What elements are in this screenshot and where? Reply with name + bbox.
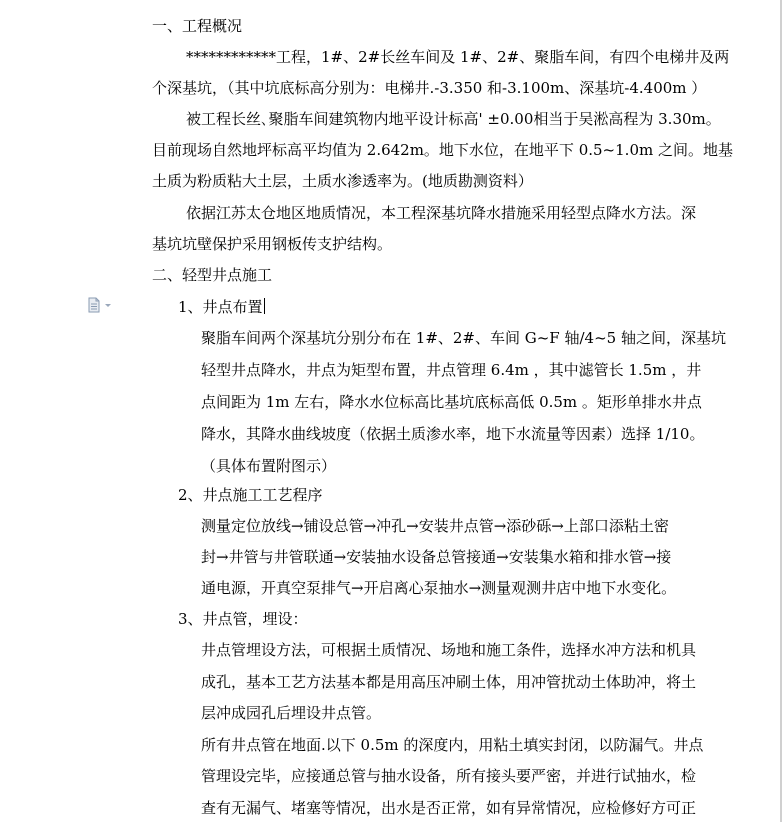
paragraph-line: 管理设完毕，应接通总管与抽水设备，所有接头要严密，并进行试抽水，检 (201, 767, 697, 785)
paragraph-line: 降水，其降水曲线坡度（依据土质渗水率，地下水流量等因素）选择 1/10。 (201, 425, 705, 443)
paragraph-line: 土质为粉质粘大土层，土质水渗透率为。(地质勘测资料） (152, 172, 533, 190)
paragraph-line: 基坑坑壁保护采用钢板传支护结构。 (152, 235, 393, 253)
paragraph-line: 通电源，开真空泵排气→开启离心泵抽水→测量观测井店中地下水变化。 (201, 579, 677, 597)
paragraph-line: 测量定位放线→铺设总管→冲孔→安装井点管→添砂砾→上部口添粘土密 (201, 517, 669, 535)
section-heading-wellpoint: 二、轻型井点施工 (152, 266, 273, 284)
text-cursor (264, 298, 265, 314)
paragraph-line: ************工程，1#、2#长丝车间及 1#、2#、聚脂车间，有四个电梯井及两 (186, 48, 730, 66)
paragraph-line: 被工程长丝､聚脂车间建筑物内地平设计标高' ±0.00相当于吴淞高程为 3.30m。 (186, 110, 721, 128)
document-icon[interactable] (88, 297, 114, 313)
paragraph-line: 所有井点管在地面.以下 0.5m 的深度内，用粘土填实封闭，以防漏气。井点 (201, 736, 704, 754)
section-heading-overview: 一、工程概况 (152, 17, 243, 35)
paragraph-line: 层冲成园孔后埋设井点管。 (201, 704, 382, 722)
paragraph-line: 目前现场自然地坪标高平均值为 2.642m。地下水位，在地平下 0.5~1.0m 之间。地基 (152, 141, 733, 159)
paragraph-line: （具体布置附图示） (201, 457, 337, 475)
paragraph-line: 聚脂车间两个深基坑分别分布在 1#、2#、车间 G~F 轴/4~5 轴之间，深基坑 (201, 329, 726, 347)
subheading-embedding: 3、井点管，埋设： (178, 610, 308, 628)
subheading-layout (178, 297, 265, 317)
subheading-layout-text: 1、井点布置 (178, 298, 263, 316)
subheading-process: 2、井点施工工艺程序 (178, 486, 323, 504)
paragraph-line: 轻型井点降水，井点为矩型布置，井点管理 6.4m ，其中滤管长 1.5m ，井 (201, 361, 702, 379)
paragraph-line: 封→井管与井管联通→安装抽水设备总管接通→安装集水箱和排水管→接 (201, 548, 672, 566)
paragraph-line: 个深基坑，（其中坑底标高分别为：电梯井.-3.350 和-3.100m、深基坑-4.400m ） (152, 79, 707, 97)
paragraph-line: 依据江苏太仓地区地质情况，本工程深基坑降水措施采用轻型点降水方法。深 (186, 204, 697, 222)
paragraph-line: 成孔，基本工艺方法基本都是用高压冲刷土体，用冲管扰动土体助冲，将土 (201, 673, 697, 691)
paragraph-line: 查有无漏气、堵塞等情况，出水是否正常，如有异常情况，应检修好方可正 (201, 799, 697, 817)
paragraph-line: 井点管埋设方法，可根据土质情况、场地和施工条件，选择水冲方法和机具 (201, 641, 697, 659)
paragraph-line: 点间距为 1m 左右，降水水位标高比基坑底标高低 0.5m 。矩形单排水井点 (201, 393, 702, 411)
